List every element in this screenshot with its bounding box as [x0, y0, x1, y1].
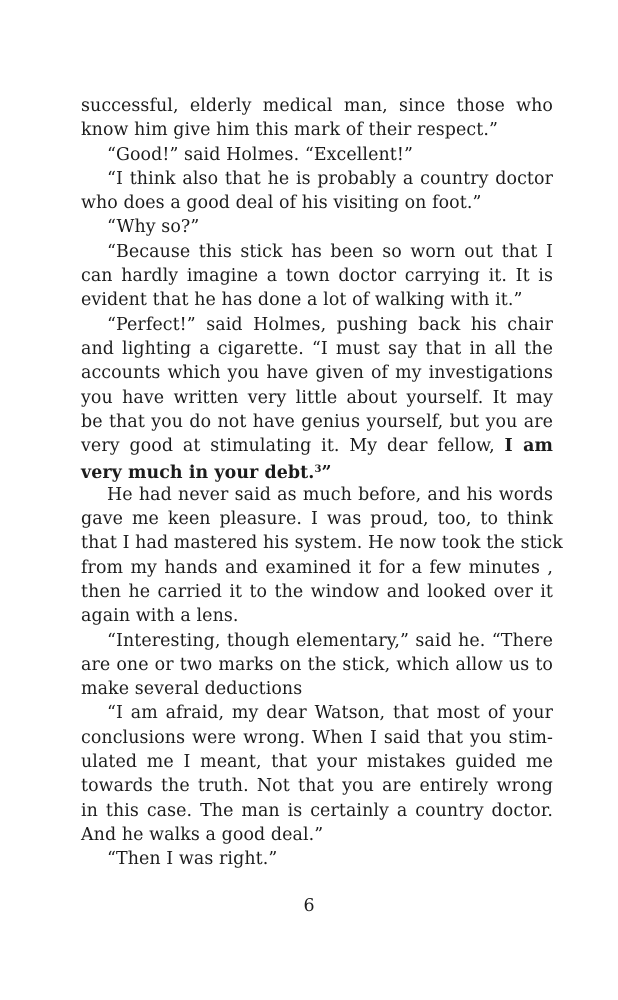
- footnote-reference[interactable]: 3: [314, 464, 322, 476]
- text-line: are one or two marks on the stick, which allow us to: [81, 654, 553, 675]
- text-line: towards the truth. Not that you are entirely wrong: [81, 776, 553, 797]
- text-line: and lighting a cigarette. “I must say that in all the: [81, 338, 553, 359]
- text-line: then he carried it to the window and looked over it: [81, 581, 553, 602]
- text-line: “Perfect!” said Holmes, pushing back his chair: [107, 314, 553, 335]
- bold-phrase: very much in your debt.: [81, 463, 315, 484]
- text-line: “I think also that he is probably a country doctor: [107, 168, 553, 189]
- text-line: again with a lens.: [81, 606, 239, 627]
- text-line: [81, 458, 553, 482]
- text-line: “Because this stick has been so worn out that I: [107, 241, 553, 262]
- text-line: that I had mastered his system. He now took the stick: [81, 533, 563, 554]
- page-number: 6: [303, 896, 315, 916]
- text-line: evident that he has done a lot of walking with it.”: [81, 290, 523, 311]
- text-line: who does a good deal of his visiting on foot.”: [81, 193, 482, 214]
- text-line: know him give him this mark of their respect.”: [81, 120, 498, 141]
- text-line: gave me keen pleasure. I was proud, too, to think: [81, 509, 553, 530]
- text-line: [81, 434, 553, 458]
- text-line: can hardly imagine a town doctor carrying it. It is: [81, 266, 553, 287]
- text-line: “Why so?”: [107, 217, 200, 238]
- text-line: “Then I was right.”: [107, 849, 278, 870]
- text-line: accounts which you have given of my investigations: [81, 363, 553, 384]
- text-line: “Good!” said Holmes. “Excellent!”: [107, 144, 413, 165]
- text-line-segment: very good at stimulating it. My dear fellow,: [81, 436, 495, 457]
- text-line: And he walks a good deal.”: [81, 824, 324, 845]
- text-line: ulated me I meant, that your mistakes guided me: [81, 752, 553, 773]
- text-line: “I am afraid, my dear Watson, that most of your: [107, 703, 553, 724]
- page-body: [81, 94, 563, 872]
- text-line: “Interesting, though elementary,” said he. “There: [107, 630, 553, 651]
- text-line: be that you do not have genius yourself, but you are: [81, 411, 553, 432]
- text-line: from my hands and examined it for a few minutes ,: [81, 557, 553, 578]
- text-line: successful, elderly medical man, since those who: [81, 96, 553, 116]
- text-line: you have written very little about yourself. It may: [81, 387, 553, 408]
- bold-phrase: I am: [504, 436, 553, 457]
- text-line: make several deductions: [81, 679, 303, 700]
- closing-quote: ”: [321, 463, 332, 484]
- text-line: He had never said as much before, and his words: [107, 484, 553, 505]
- text-line: conclusions were wrong. When I said that you stim-: [81, 727, 553, 748]
- text-line: in this case. The man is certainly a country doctor.: [81, 800, 553, 821]
